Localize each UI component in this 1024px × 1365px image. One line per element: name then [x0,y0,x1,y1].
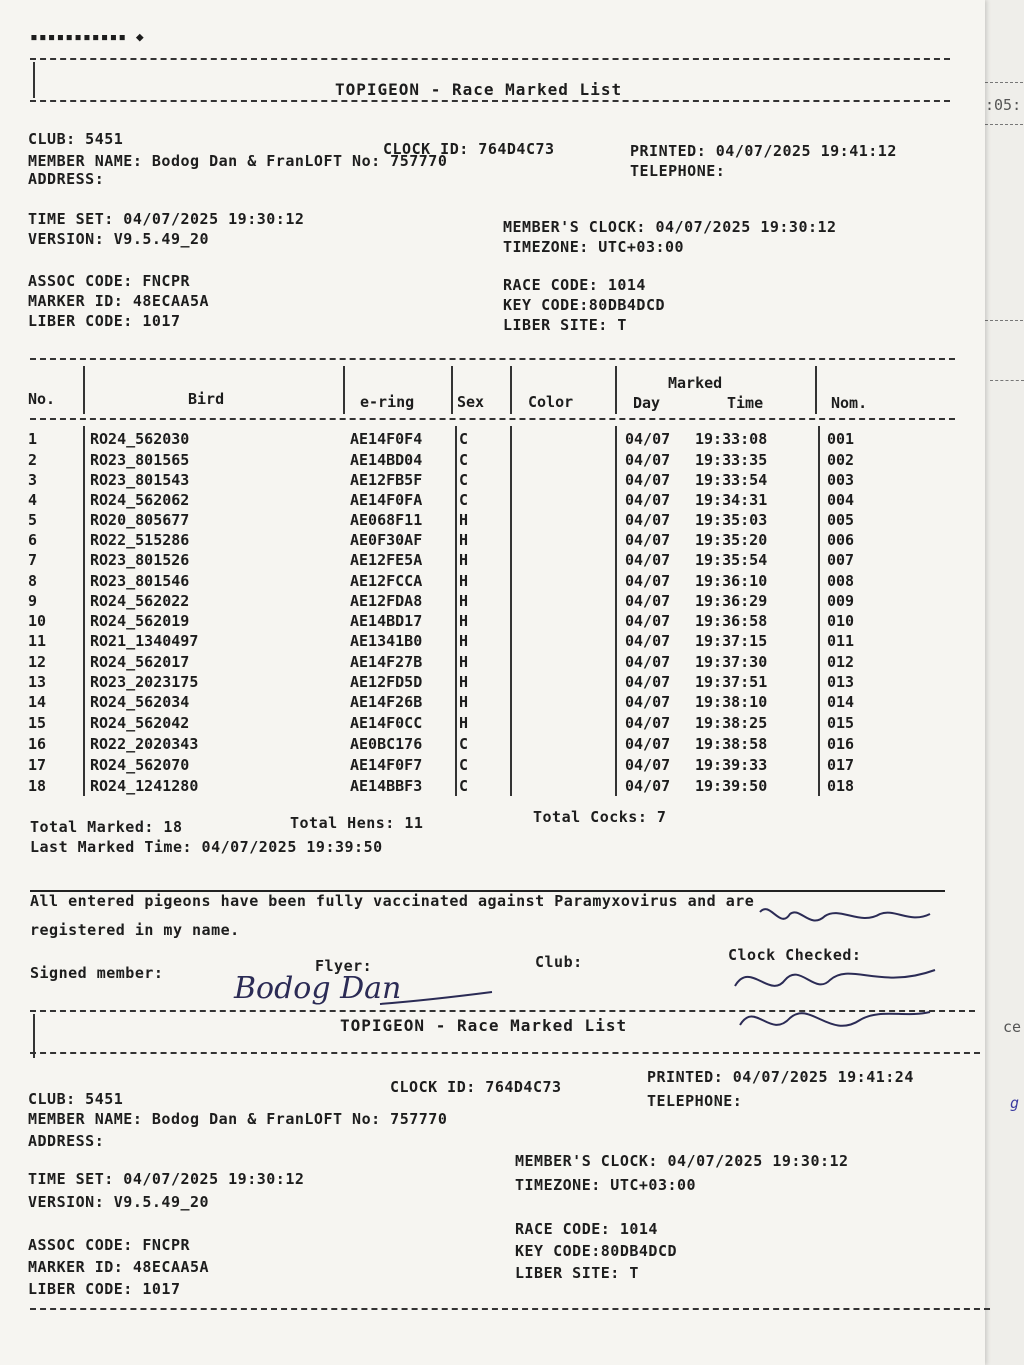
header-top-rule [30,1010,975,1012]
receipt-sheet: ▪▪▪▪▪▪▪▪▪▪▪ ◆ TOPIGEON - Race Marked List CLUB: 5451 CLOCK ID: 764D4C73 PRINTED: 04/07/2025 19:41:12 MEMBER NAME: Bodog Dan & FranLOFT No: 757770 TELEPHONE: ADDRESS: TIME SET: 04/07/2025 19:30:12 VERSION: V9.5.49_20 MEMBER'S CLOCK: 04/07/2025 19:30:12 TIMEZONE: UTC+03:00 ASSOC CODE: FNCPR MARKER ID: 48ECAA5A LIBER CODE: 1017 RACE CODE: 1014 KEY CODE:80DB4DCD LIBER SITE: T No. Bird e-ring Sex Color Marked Day Time Nom. 1 RO24_562030 AE14F0F4 C 04/07 19:33:08 001 2 RO23_801565 AE14BD04 C 04/07 19:33:35 002 3 RO23_801543 AE12FB5F C 04/07 19:33:54 003 4 RO24_562062 AE14F0FA C 04/07 19:34:31 004 5 RO20_805677 AE068F11 H 04/07 19:35:03 005 6 RO22_515286 AE0F30AF H 04/07 19:35:20 006 7 RO23_801526 AE12FE5A H 04/07 19:35:54 007 8 RO23_801546 AE12FCCA H 04/07 19:36:10 008 9 RO24_562022 AE12FDA8 H 04/07 19:36:29 009 10 RO24_562019 AE14BD17 H 04/07 19:36:58 010 11 RO21_1340497 AE1341B0 H 04/07 19:37:15 011 12 RO24_562017 AE14F27B H 04/07 19:37:30 012 13 RO23_2023175 AE12FD5D H 04/07 19:37:51 013 14 RO24_562034 AE14F26B H 04/07 19:38:10 014 15 RO24_562042 AE14F0CC H 04/07 19:38:25 015 16 RO22_2020343 AE0BC176 C 04/07 19:38:58 016 17 RO24_562070 AE14F0F7 C 04/07 19:39:33 017 18 RO24_1241280 AE14BBF3 C 04/07 19:39:50 018 Total Marked: 18 Total Hens: 11 Total Cocks: 7 Last Marked Time: 04/07/2025 19:39:50 All entered pigeons have been fully vaccinated against Paramyxovirus and are registered in my name. Signed member: Flyer: Club: Clock Checked: Bodog Dan TOPIGEON - Race Marked List CLUB: 5451 CLOCK ID: 764D4C73 PRINTED: 04/07/2025 19:41:24 MEMBER NAME: Bodog Dan & FranLOFT No: 757770 TELEPHONE: ADDRESS: TIME SET: 04/07/2025 19:30:12 VERSION: V9.5.49_20 MEMBER'S CLOCK: 04/07/2025 19:30:12 TIMEZONE: UTC+03:00 ASSOC CODE: FNCPR MARKER ID: 48ECAA5A LIBER CODE: 1017 RACE CODE: 1014 KEY CODE:80DB4DCD LIBER SITE: T [0,0,985,1365]
col-header-ering: e-ring [360,393,415,411]
declaration-line-2: registered in my name. [30,921,240,939]
total-cocks: Total Cocks: 7 [533,808,667,826]
key-code-field: KEY CODE:80DB4DCD [503,296,666,314]
club-field: CLUB: 5451 [28,130,124,148]
col-divider [451,366,453,414]
total-hens: Total Hens: 11 [290,814,424,832]
club-field: CLUB: 5451 [28,1090,124,1108]
telephone-field: TELEPHONE: [630,162,726,180]
header-top-rule [30,58,950,60]
underlying-rule [985,320,1023,321]
time-set-field: TIME SET: 04/07/2025 19:30:12 [28,210,305,228]
col-divider [615,366,617,414]
flyer-signature [230,962,500,1014]
last-marked-time: Last Marked Time: 04/07/2025 19:39:50 [30,838,383,856]
telephone-field: TELEPHONE: [647,1092,743,1110]
col-divider [510,366,512,414]
col-header-marked: Marked [668,374,723,392]
svg-text:Bodog Dan: Bodog Dan [234,971,402,1006]
member-name-field: MEMBER NAME: Bodog Dan & FranLOFT No: 757770 [28,152,448,170]
underlying-rule [985,82,1023,83]
col-header-day: Day [633,394,661,412]
clock-id-field: CLOCK ID: 764D4C73 [383,140,555,158]
underlying-text-time: :05: [985,96,1022,114]
printer-mark: ▪▪▪▪▪▪▪▪▪▪▪ ◆ [30,30,145,45]
race-code-field: RACE CODE: 1014 [503,276,646,294]
col-divider [818,426,820,796]
col-header-time: Time [727,394,764,412]
clock-id-field: CLOCK ID: 764D4C73 [390,1078,562,1096]
table-top-rule [30,358,955,360]
race-code-field: RACE CODE: 1014 [515,1220,658,1238]
col-header-no: No. [28,390,56,408]
col-header-bird: Bird [188,390,225,408]
liber-code-field: LIBER CODE: 1017 [28,312,181,330]
address-field: ADDRESS: [28,170,105,188]
col-divider [83,366,85,414]
col-header-nom: Nom. [831,394,868,412]
version-field: VERSION: V9.5.49_20 [28,230,210,248]
key-code-field: KEY CODE:80DB4DCD [515,1242,678,1260]
liber-site-field: LIBER SITE: T [503,316,627,334]
assoc-code-field: ASSOC CODE: FNCPR [28,272,191,290]
header-left-bar [33,62,35,98]
total-marked: Total Marked: 18 [30,818,183,836]
flyer-label: Flyer: [315,957,373,975]
col-divider [343,366,345,414]
col-divider [455,426,457,796]
members-clock-field: MEMBER'S CLOCK: 04/07/2025 19:30:12 [503,218,837,236]
members-clock-field: MEMBER'S CLOCK: 04/07/2025 19:30:12 [515,1152,849,1170]
clock-checked-label: Clock Checked: [728,946,862,964]
col-header-sex: Sex [457,393,485,411]
marker-id-field: MARKER ID: 48ECAA5A [28,292,210,310]
underlying-rule [990,380,1024,381]
table-header-rule [30,418,955,420]
report-title-2: TOPIGEON - Race Marked List [340,1016,628,1035]
col-divider [83,426,85,796]
printed-field: PRINTED: 04/07/2025 19:41:24 [647,1068,914,1086]
liber-site-field: LIBER SITE: T [515,1264,639,1282]
report-title: TOPIGEON - Race Marked List [335,80,623,99]
member-name-field: MEMBER NAME: Bodog Dan & FranLOFT No: 757770 [28,1110,448,1128]
timezone-field: TIMEZONE: UTC+03:00 [515,1176,697,1194]
version-field: VERSION: V9.5.49_20 [28,1193,210,1211]
header-bottom-rule [30,1052,980,1054]
clock-checked-signature [730,900,970,1050]
marker-id-field: MARKER ID: 48ECAA5A [28,1258,210,1276]
table-top-rule [30,1308,990,1310]
underlying-handwriting: g [1010,1094,1020,1112]
time-set-field: TIME SET: 04/07/2025 19:30:12 [28,1170,305,1188]
col-divider [615,426,617,796]
col-divider [815,366,817,414]
timezone-field: TIMEZONE: UTC+03:00 [503,238,685,256]
printed-field: PRINTED: 04/07/2025 19:41:12 [630,142,897,160]
assoc-code-field: ASSOC CODE: FNCPR [28,1236,191,1254]
signed-member-label: Signed member: [30,964,164,982]
underlying-rule [985,124,1023,125]
club-label: Club: [535,953,583,971]
declaration-line-1: All entered pigeons have been fully vaccinated against Paramyxovirus and are [30,892,755,910]
header-bottom-rule [30,100,950,102]
address-field: ADDRESS: [28,1132,105,1150]
col-header-color: Color [528,393,574,411]
liber-code-field: LIBER CODE: 1017 [28,1280,181,1298]
underlying-text-ce: ce [1003,1018,1022,1036]
col-divider [510,426,512,796]
